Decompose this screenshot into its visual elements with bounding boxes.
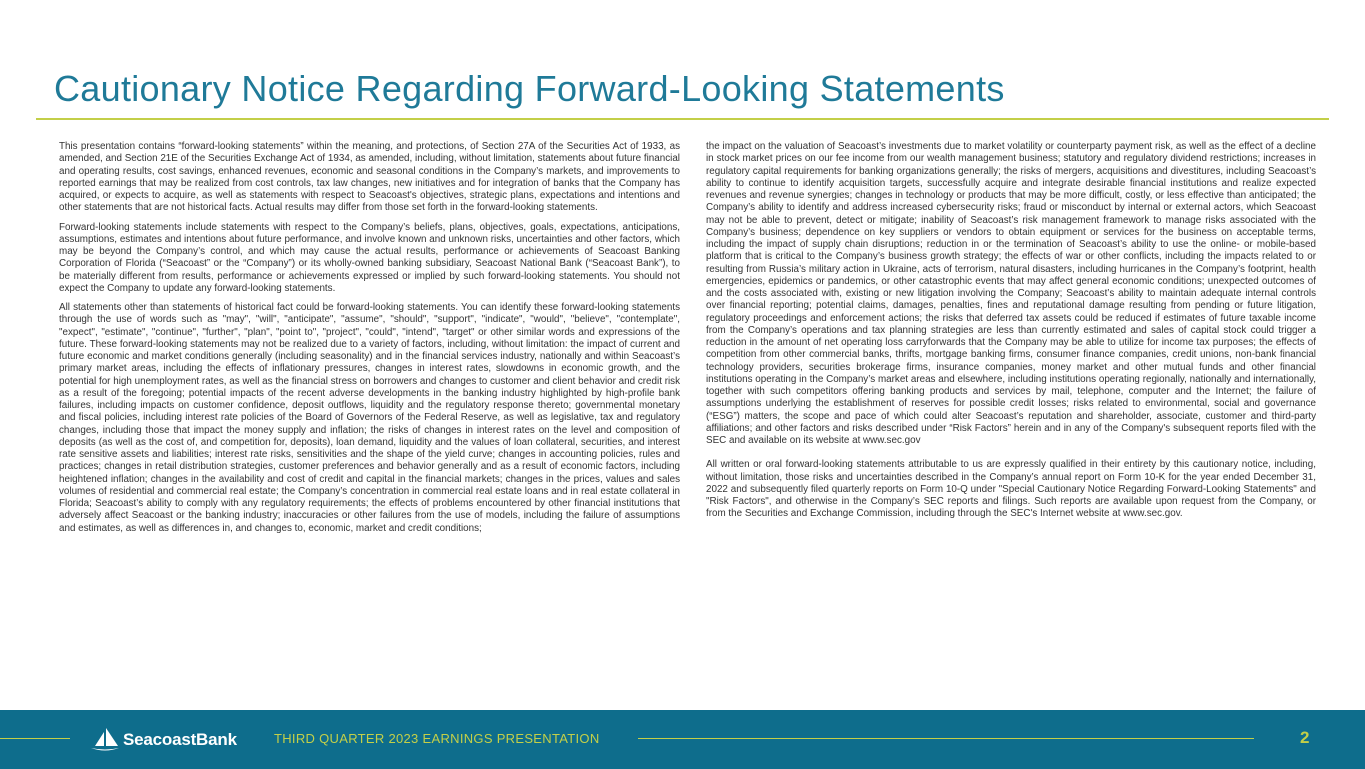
paragraph-forward-looking-definition: Forward-looking statements include statements with respect to the Company’s beliefs, plans, objectives, goals, expectations, anticipations, assumptions, estimates and intentions about future performance, and involve known and unknown risks, uncertainties and other factors, which may be beyond the Company’s control, and which may cause the actual results, performance or achievements of Seacoast Banking Corporation of Florida (“Seacoast” or the “Company”) or its wholly-owned banking subsidiary, Seacoast National Bank (“Seacoast Bank”), to be materially different from results, performance or achievements expressed or implied by such forward-looking statements. You should not expect the Company to update any forward-looking statements. [59, 221, 680, 294]
page-title: Cautionary Notice Regarding Forward-Looking Statements [54, 68, 1005, 109]
sailboat-icon [90, 727, 120, 753]
paragraph-qualification: All written or oral forward-looking statements attributable to us are expressly qualified in their entirety by this cautionary notice, including, without limitation, those risks and uncertainties described in the Company’s annual report on Form 10-K for the year ended December 31, 2022 and subsequently filed quarterly reports on Form 10-Q under "Special Cautionary Notice Regarding Forward-Looking Statements" and "Risk Factors", and otherwise in the Company’s SEC reports and filings. Such reports are available upon request from the Company, or from the Securities and Exchange Commission, including through the SEC's Internet website at www.sec.gov. [706, 459, 1316, 520]
paragraph-risk-factors: All statements other than statements of historical fact could be forward-looking statements. You can identify these forward-looking statements through the use of words such as "may", "will", "anticipate", "assume", "should", "support", "indicate", "would", "believe", "contemplate", "expect", "estimate", "continue", "further", "plan", "point to", "project", "could", "intend", "target" or other similar words and expressions of the future. These forward-looking statements may not be realized due to a variety of factors, including, without limitation: the impact of current and future economic and market conditions generally (including seasonality) and in the financial services industry, nationally and within Seacoast’s primary market areas, including the effects of inflationary pressures, changes in interest rates, slowdowns in economic growth, and the potential for high unemployment rates, as well as the financial stress on borrowers and changes to customer and client behavior and credit risk as a result of the foregoing; potential impacts of the recent adverse developments in the banking industry highlighted by high-profile bank failures, including impacts on customer confidence, deposit outflows, liquidity and the regulatory response thereto; governmental monetary and fiscal policies, including interest rate policies of the Board of Governors of the Federal Reserve, as well as legislative, tax and regulatory changes, including those that impact the money supply and inflation; the risks of changes in interest rates on the level and composition of deposits (as well as the cost of, and competition for, deposits), loan demand, liquidity and the values of loan collateral, securities, and interest rate sensitive assets and liabilities; interest rate risks, sensitivities and the shape of the yield curve; changes in accounting policies, rules and practices; changes in retail distribution strategies, customer preferences and behavior generally and as a result of economic factors, including heightened inflation; changes in the availability and cost of credit and capital in the financial markets; changes in the prices, values and sales volumes of residential and commercial real estate; the Company’s concentration in commercial real estate loans and in real estate collateral in Florida; Seacoast’s ability to comply with any regulatory requirements; the effects of problems encountered by other financial institutions that adversely affect Seacoast or the banking industry; inaccuracies or other failures from the use of models, including the failure of assumptions and estimates, as well as differences in, and changes to, economic, market and credit conditions; [59, 302, 680, 534]
footer-divider-left [0, 738, 70, 739]
page-number: 2 [1300, 728, 1310, 747]
title-divider [36, 118, 1329, 120]
company-logo [90, 725, 237, 755]
logo-wordmark: SeacoastBank [123, 730, 237, 749]
footer-bar [0, 710, 1365, 769]
paragraph-intro: This presentation contains “forward-looking statements” within the meaning, and protections, of Section 27A of the Securities Act of 1933, as amended, and Section 21E of the Securities Exchange Act of 1934, as amended, including, without limitation, statements about future financial and operating results, cost savings, enhanced revenues, economic and seasonal conditions in the Company’s markets, and improvements to reported earnings that may be realized from cost controls, tax law changes, new initiatives and for integration of banks that the Company has acquired, or expects to acquire, as well as statements with respect to Seacoast's objectives, strategic plans, expectations and intentions and other statements that are not historical facts. Actual results may differ from those set forth in the forward-looking statements. [59, 141, 680, 214]
right-column [706, 141, 1316, 528]
paragraph-risk-factors-continued: the impact on the valuation of Seacoast’s investments due to market volatility or counterparty payment risk, as well as the effect of a decline in stock market prices on our fee income from our wealth management business; statutory and regulatory dividend restrictions; increases in regulatory capital requirements for banking organizations generally; the risks of mergers, acquisitions and divestitures, including Seacoast’s ability to continue to identify acquisition targets, successfully acquire and integrate desirable financial institutions and realize expected revenues and revenue synergies; changes in technology or products that may be more difficult, costly, or less effective than anticipated; the Company’s ability to identify and address increased cybersecurity risks; fraud or misconduct by internal or external actors, which Seacoast may not be able to prevent, detect or mitigate; inability of Seacoast’s risk management framework to manage risks associated with the Company’s business; dependence on key suppliers or vendors to obtain equipment or services for the business on acceptable terms, including the impact of supply chain disruptions; reduction in or the termination of Seacoast’s ability to use the online- or mobile-based platform that is critical to the Company’s business growth strategy; the effects of war or other conflicts, including the impacts related to or resulting from Russia’s military action in Ukraine, acts of terrorism, natural disasters, including hurricanes in the Company’s footprint, health emergencies, epidemics or pandemics, or other catastrophic events that may affect general economic conditions; unexpected outcomes of and the costs associated with, existing or new litigation involving the Company; Seacoast’s ability to maintain adequate internal controls over financial reporting; potential claims, damages, penalties, fines and reputational damage resulting from pending or future litigation, regulatory proceedings and enforcement actions; the risks that deferred tax assets could be reduced if estimates of future taxable income from the Company’s operations and tax planning strategies are less than currently estimated and sales of capital stock could trigger a reduction in the amount of net operating loss carryforwards that the Company may be able to utilize for income tax purposes; the effects of competition from other commercial banks, thrifts, mortgage banking firms, consumer finance companies, credit unions, non-bank financial technology providers, securities brokerage firms, insurance companies, money market and other mutual funds and other financial institutions operating in the Company’s market areas and elsewhere, including institutions operating regionally, nationally and internationally, together with such competitors offering banking products and services by mail, telephone, computer and the Internet; the failure of assumptions underlying the establishment of reserves for possible credit losses; risks related to environmental, social and governance (“ESG”) matters, the scope and pace of which could alter Seacoast’s reputation and shareholder, associate, customer and third-party affiliations; and other factors and risks described under “Risk Factors” herein and in any of the Company's subsequent reports filed with the SEC and available on its website at www.sec.gov [706, 141, 1316, 446]
footer-divider-right [638, 738, 1254, 739]
presentation-label: THIRD QUARTER 2023 EARNINGS PRESENTATION [274, 731, 600, 746]
left-column [59, 141, 680, 542]
